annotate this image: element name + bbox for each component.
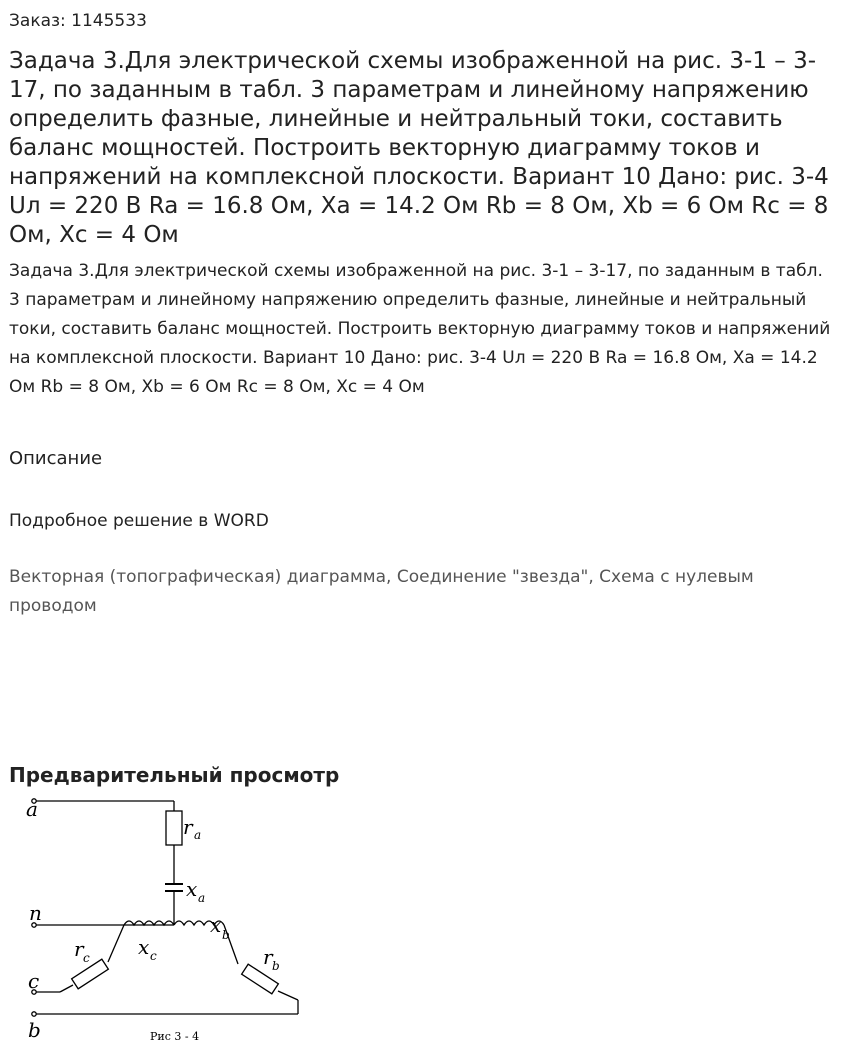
- description-heading: Описание: [9, 448, 103, 469]
- tag-list: Векторная (топографическая) диаграмма, Соединение "звезда", Схема с нулевым проводом: [9, 567, 754, 616]
- label-b: b: [28, 1018, 41, 1042]
- tag-link[interactable]: Схема с нулевым проводом: [9, 567, 754, 616]
- resistor-ra: [166, 811, 182, 845]
- task-description: Задача 3.Для электрической схемы изображенной на рис. 3-1 – 3-17, по заданным в табл. 3 параметрам и линейному напряжению определить фазные, линейные и нейтральный токи, составить баланс мощностей. Построить векторную диаграмму токов и напряжений на комплексной плоскости. Вариант 10 Дано: рис. 3-4 Uл = 220 В Ra = 16.8 Ом, Xa = 14.2 Ом Rb = 8 Ом, Xb = 6 Ом Rc = 8 Ом, Xc = 4 Ом: [9, 261, 831, 397]
- label-a: a: [26, 797, 38, 821]
- order-number: Заказ: 1145533: [9, 11, 147, 31]
- figure-caption: Рис 3 - 4: [150, 1030, 200, 1043]
- tag-link[interactable]: Соединение "звезда": [396, 567, 589, 587]
- label-rb-sub: b: [272, 959, 280, 973]
- tag-link[interactable]: Векторная (топографическая) диаграмма: [9, 567, 387, 587]
- resistor-rc: [72, 959, 109, 989]
- label-ra-sub: a: [194, 828, 202, 842]
- label-rb: r: [263, 945, 273, 969]
- circuit-schematic: [20, 792, 320, 1047]
- label-xa: x: [186, 877, 198, 901]
- label-ra: r: [183, 815, 193, 839]
- label-rc-sub: c: [83, 951, 90, 965]
- label-xa-sub: a: [198, 891, 206, 905]
- label-xb-sub: b: [222, 928, 230, 942]
- preview-heading: Предварительный просмотр: [9, 763, 340, 787]
- label-c: c: [28, 969, 40, 993]
- terminal-b: [32, 1012, 36, 1016]
- label-n: n: [29, 901, 42, 925]
- label-xc-sub: c: [150, 949, 157, 963]
- label-xb: x: [210, 913, 222, 937]
- label-xc: x: [138, 935, 150, 959]
- task-title: Задача 3.Для электрической схемы изображенной на рис. 3-1 – 3-17, по заданным в табл. 3 параметрам и линейному напряжению определить фазные, линейные и нейтральный токи, составить баланс мощностей. Построить векторную диаграмму токов и напряжений на комплексной плоскости. Вариант 10 Дано: рис. 3-4 Uл = 220 В Ra = 16.8 Ом, Xa = 14.2 Ом Rb = 8 Ом, Xb = 6 Ом Rc = 8 Ом, Xc = 4 Ом: [9, 48, 829, 248]
- description-text: Подробное решение в WORD: [9, 511, 269, 531]
- label-rc: r: [74, 937, 84, 961]
